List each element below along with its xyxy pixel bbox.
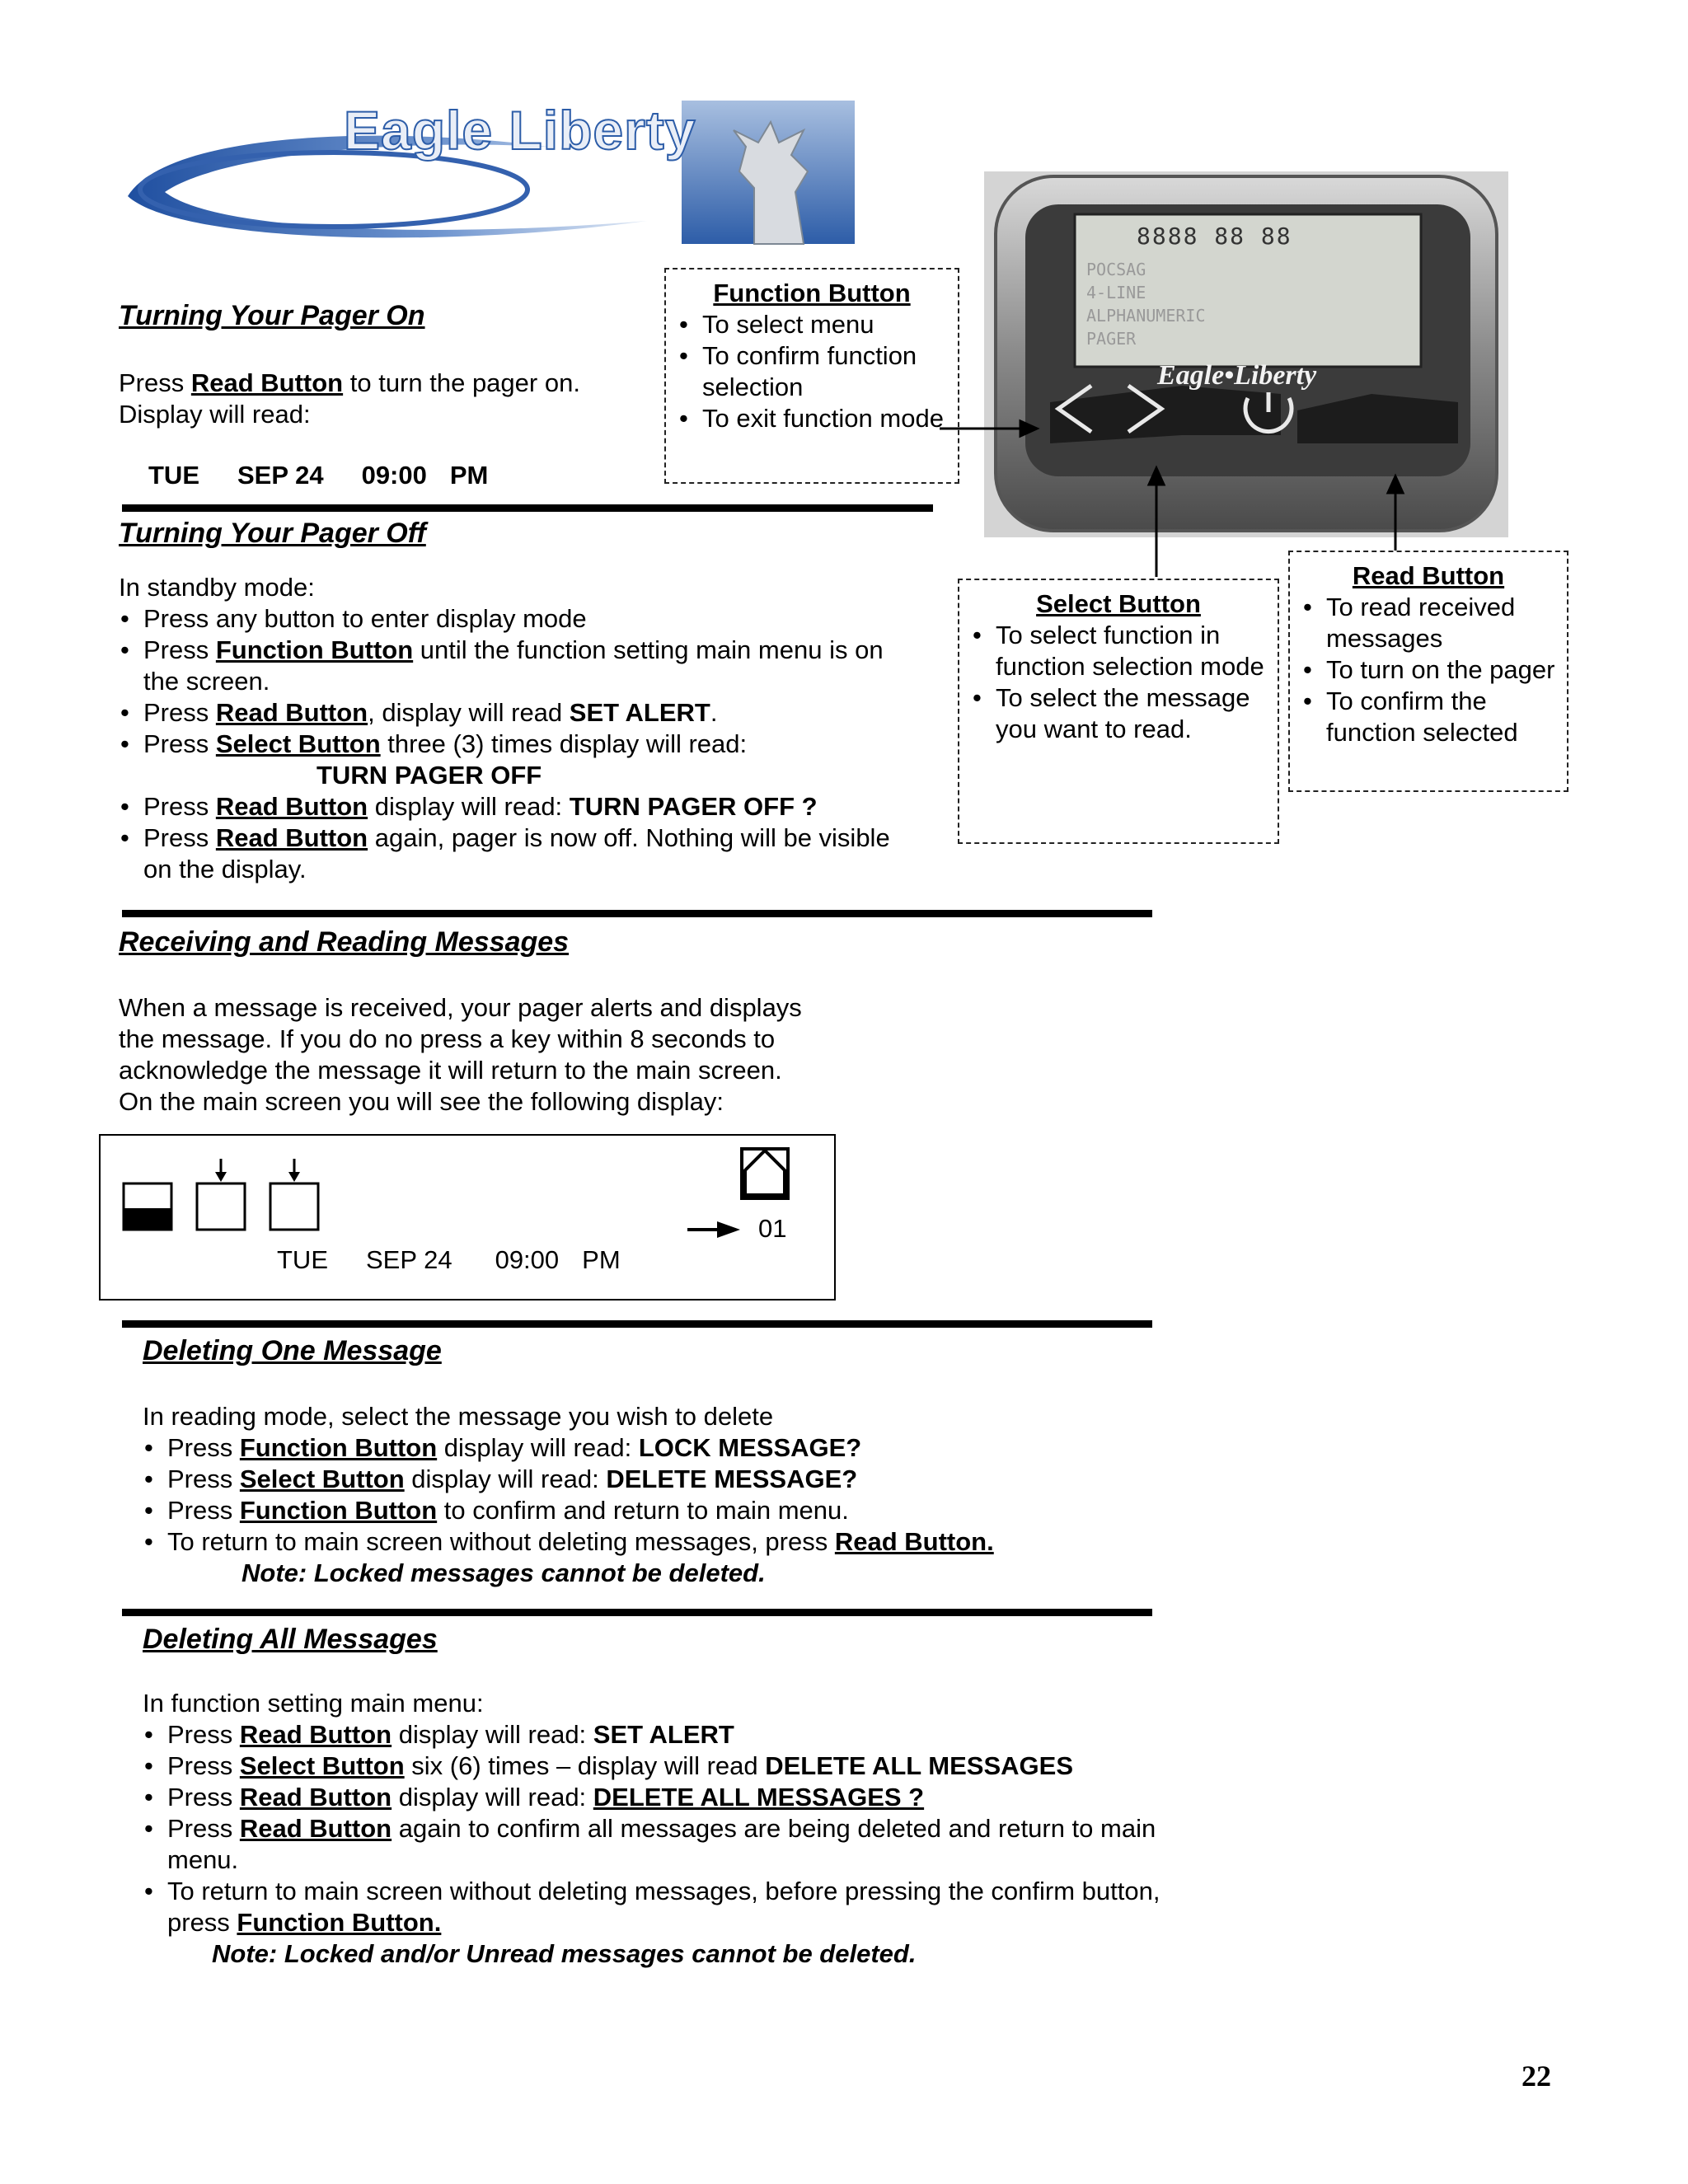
delete-one-note: Note: Locked messages cannot be deleted. [241,1558,766,1587]
delete-one-intro: In reading mode, select the message you wish to delete [143,1402,774,1431]
select-box-item: • To select function in function selection mode [971,620,1266,682]
delete-all-note: Note: Locked and/or Unread messages cannot be deleted. [212,1939,917,1968]
delete-all-intro: In function setting main menu: [143,1689,484,1718]
delete-one-content [143,1401,1156,1589]
read-button-callout [1288,551,1568,792]
function-box-item: • To select menu [678,309,946,340]
pager-screen-line: 4-LINE [1086,283,1146,302]
pager-brand: Eagle•Liberty [1157,360,1317,391]
section-title-turn-off: Turning Your Pager Off [119,518,426,549]
arrow-right-icon [687,1221,740,1238]
list-item: • Press Read Button display will read: TURN PAGER OFF ? [119,791,893,823]
function-button-callout [664,268,959,484]
read-box-item: • To confirm the function selected [1301,686,1555,748]
divider [122,910,1152,917]
logo-text: Eagle Liberty [344,100,696,161]
divider [122,1609,1152,1616]
list-item: • Press Read Button again, pager is now off. Nothing will be visible on the display. [119,823,893,885]
pager-screen-line: PAGER [1086,329,1137,349]
list-item: • Press Read Button display will read: DELETE ALL MESSAGES ? [143,1782,1165,1813]
display-ampm: PM [582,1245,621,1274]
turn-on-line2: Display will read: [119,400,311,429]
delete-all-content [143,1688,1165,1970]
divider [122,504,933,512]
message-slot-icon [197,1159,245,1230]
list-item: • Press Function Button until the function setting main menu is on the screen. [119,635,893,697]
pager-screen-line: POCSAG [1086,260,1146,279]
function-box-item: • To exit function mode [678,403,946,434]
display-day: TUE [277,1245,328,1274]
display-time: 09:00 [361,461,427,490]
list-item: • To return to main screen without deleting messages, press Read Button. [143,1526,1156,1558]
list-item: • Press any button to enter display mode [119,603,893,635]
display-date: SEP 24 [237,461,324,490]
section-title-turn-on: Turning Your Pager On [119,300,425,331]
section-title-receiving: Receiving and Reading Messages [119,926,570,958]
receiving-paragraph: When a message is received, your pager alerts and displays the message. If you do no press a key within 8 seconds to acknowledge the message it will return to the main screen. On the main screen you will see the following display: [119,993,802,1116]
function-box-item: • To confirm function selection [678,340,946,403]
display-ampm: PM [449,461,489,490]
read-button-title: Read Button [1352,561,1505,590]
list-item: • Press Function Button to confirm and return to main menu. [143,1495,1156,1526]
message-slot-icon [270,1159,318,1230]
divider [122,1320,1152,1328]
read-button-ref: Read Button [190,368,344,397]
turn-on-display [148,460,488,491]
list-item: • Press Select Button six (6) times – display will read DELETE ALL MESSAGES [143,1750,1165,1782]
list-item: • Press Function Button display will read: LOCK MESSAGE? [143,1432,1156,1464]
display-count: 01 [758,1214,787,1243]
read-box-item: • To read received messages [1301,592,1555,654]
select-box-item: • To select the message you want to read. [971,682,1266,745]
select-button-callout [958,579,1279,844]
list-item: • Press Read Button again to confirm all messages are being deleted and return to main menu. [143,1813,1165,1876]
read-box-item: • To turn on the pager [1301,654,1555,686]
turn-off-content [119,572,893,885]
section-title-delete-one: Deleting One Message [143,1335,442,1366]
list-item: • Press Read Button display will read: SET ALERT [143,1719,1165,1750]
display-day: TUE [148,461,199,490]
function-button-title: Function Button [713,279,911,307]
turn-off-intro: In standby mode: [119,573,315,602]
main-screen-display [99,1134,836,1301]
list-item: • To return to main screen without deleting messages, before pressing the confirm button, press Function Button. [143,1876,1165,1938]
list-item: • Press Read Button, display will read SET ALERT. [119,697,893,729]
page-number: 22 [1522,2060,1551,2093]
display-time: 09:00 [495,1245,560,1274]
display-date: SEP 24 [366,1245,452,1274]
display-icons [101,1136,837,1302]
section-title-delete-all: Deleting All Messages [143,1624,438,1655]
home-icon [742,1149,788,1198]
turn-on-line1: Press Read Button to turn the pager on. [119,368,580,397]
select-button-title: Select Button [1036,589,1201,618]
list-item: • Press Select Button display will read: DELETE MESSAGE? [143,1464,1156,1495]
battery-icon [124,1183,171,1230]
list-item: • Press Select Button three (3) times display will read: TURN PAGER OFF [119,729,893,791]
pager-screen-line: ALPHANUMERIC [1086,306,1206,326]
display-datetime [277,1244,621,1276]
pager-screen-status: 8888 88 88 [1137,223,1292,250]
